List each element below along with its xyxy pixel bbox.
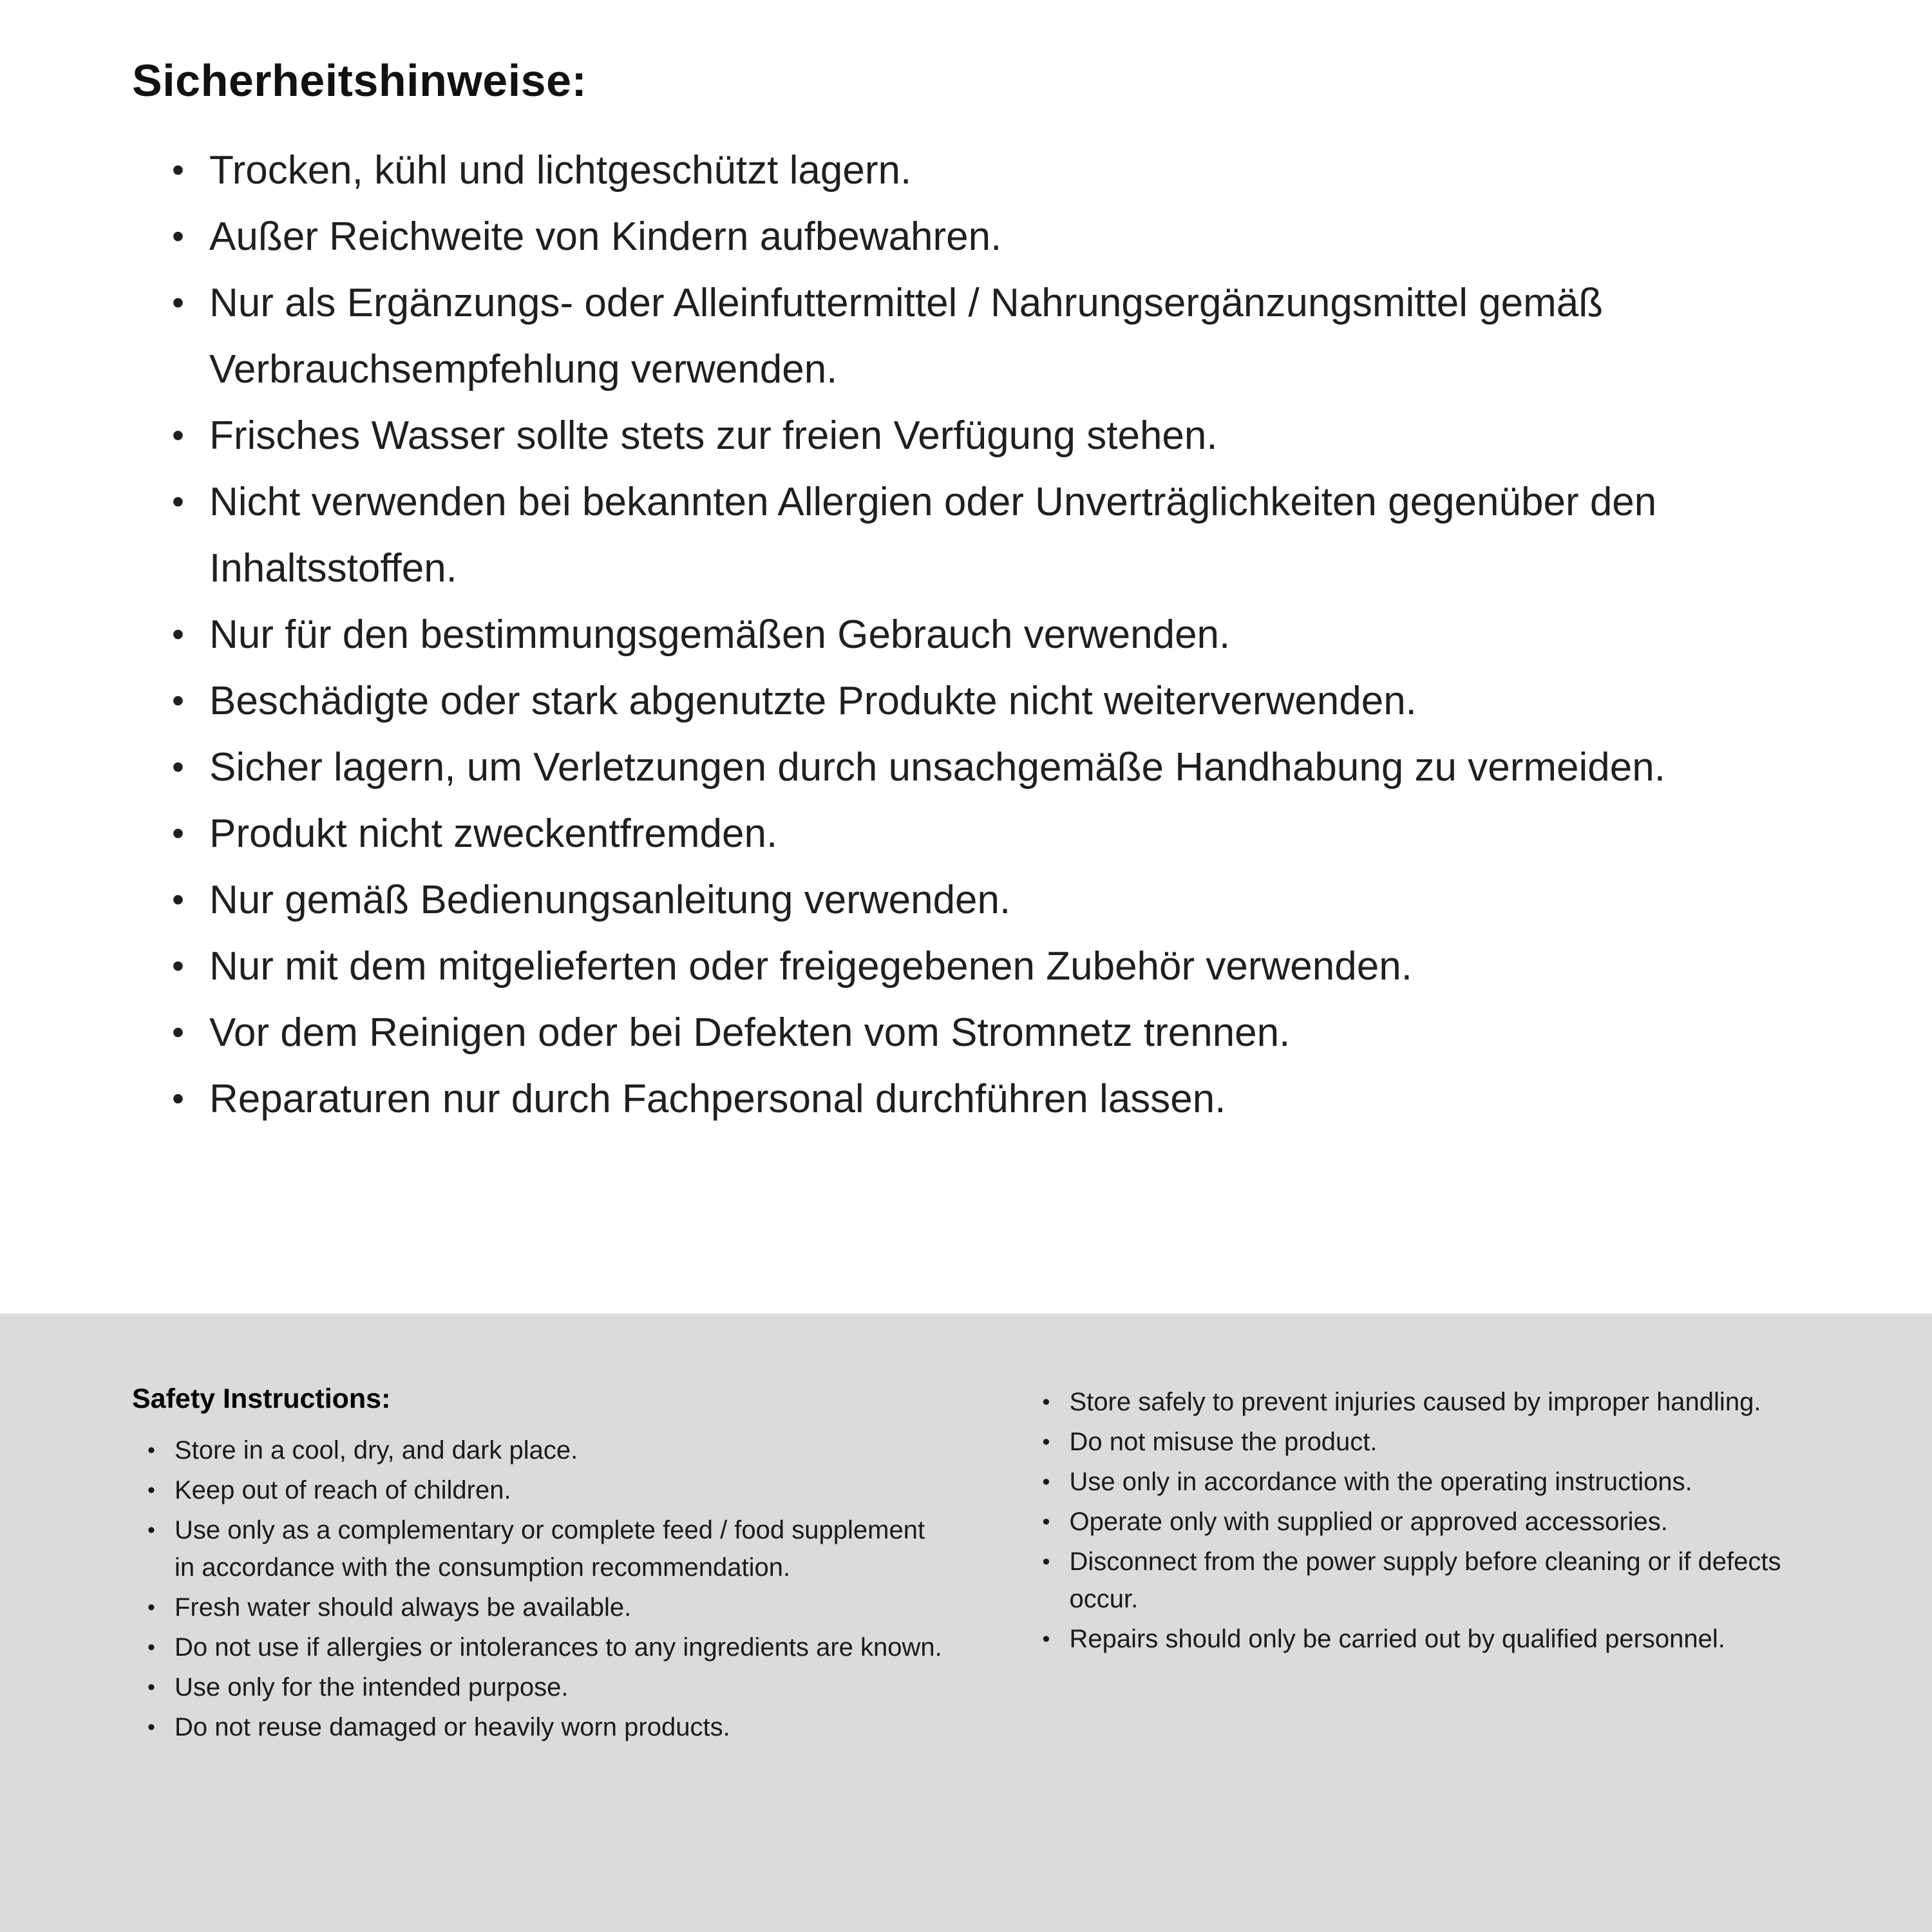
list-item-text: Repairs should only be carried out by qualified personnel. bbox=[1069, 1625, 1725, 1653]
list-item bbox=[147, 1629, 949, 1666]
list-item-text: Nur für den bestimmungsgemäßen Gebrauch verwenden. bbox=[209, 612, 1231, 657]
bullet-marker: • bbox=[172, 1079, 184, 1118]
bullet-marker: • bbox=[1042, 1470, 1050, 1494]
bullet-marker: • bbox=[172, 814, 184, 853]
list-item bbox=[172, 601, 1835, 668]
bullet-marker: • bbox=[147, 1595, 155, 1620]
bullet-marker: • bbox=[172, 681, 184, 720]
english-right-column bbox=[1032, 1383, 1849, 1932]
bullet-marker: • bbox=[172, 482, 184, 521]
bullet-marker: • bbox=[147, 1478, 155, 1502]
list-item-text: Außer Reichweite von Kindern aufbewahren. bbox=[209, 214, 1002, 259]
list-item-text: Sicher lagern, um Verletzungen durch unsachgemäße Handhabung zu vermeiden. bbox=[209, 745, 1665, 790]
list-item bbox=[172, 402, 1835, 469]
bullet-marker: • bbox=[1042, 1390, 1050, 1414]
list-item-text: Vor dem Reinigen oder bei Defekten vom Stromnetz trennen. bbox=[209, 1010, 1291, 1055]
list-item-text: Do not reuse damaged or heavily worn products. bbox=[175, 1713, 730, 1741]
list-item-text: Store in a cool, dry, and dark place. bbox=[175, 1436, 578, 1464]
list-item-text: Nicht verwenden bei bekannten Allergien oder Unverträglichkeiten gegenüber den Inhaltsstoffen. bbox=[209, 480, 1657, 591]
bullet-marker: • bbox=[172, 1013, 184, 1052]
bullet-marker: • bbox=[1042, 1430, 1050, 1454]
list-item-text: Produkt nicht zweckentfremden. bbox=[209, 811, 778, 856]
list-item-text: Reparaturen nur durch Fachpersonal durchführen lassen. bbox=[209, 1077, 1226, 1121]
english-instruction-list-left bbox=[132, 1432, 949, 1746]
bullet-marker: • bbox=[147, 1518, 155, 1542]
bullet-marker: • bbox=[172, 283, 184, 322]
list-item bbox=[172, 668, 1835, 734]
list-item-text: Nur gemäß Bedienungsanleitung verwenden. bbox=[209, 878, 1011, 922]
list-item-text: Keep out of reach of children. bbox=[175, 1476, 511, 1504]
bullet-marker: • bbox=[172, 416, 184, 455]
list-item-text: Do not use if allergies or intolerances to any ingredients are known. bbox=[175, 1633, 942, 1662]
bullet-marker: • bbox=[1042, 1627, 1050, 1651]
list-item-text: Nur als Ergänzungs- oder Alleinfuttermittel / Nahrungsergänzungsmittel gemäß Verbrauchsempfehlung verwenden. bbox=[209, 281, 1604, 392]
bullet-marker: • bbox=[172, 880, 184, 919]
list-item bbox=[147, 1709, 949, 1746]
english-instruction-list-right bbox=[1032, 1383, 1849, 1658]
list-item-text: Trocken, kühl und lichtgeschützt lagern. bbox=[209, 148, 912, 193]
list-item bbox=[1043, 1423, 1849, 1461]
bullet-marker: • bbox=[1042, 1549, 1050, 1574]
bullet-marker: • bbox=[172, 217, 184, 256]
list-item bbox=[1043, 1620, 1849, 1658]
list-item bbox=[1043, 1543, 1849, 1618]
list-item bbox=[172, 270, 1835, 402]
english-section bbox=[0, 1314, 1932, 1932]
list-item bbox=[172, 800, 1835, 867]
list-item-text: Nur mit dem mitgelieferten oder freigegebenen Zubehör verwenden. bbox=[209, 944, 1412, 989]
list-item bbox=[172, 867, 1835, 933]
english-title: Safety Instructions: bbox=[132, 1383, 391, 1414]
list-item-text: Fresh water should always be available. bbox=[175, 1593, 632, 1622]
list-item-text: Use only as a complementary or complete feed / food supplement in accordance with the consumption recommendation. bbox=[175, 1516, 925, 1582]
list-item-text: Disconnect from the power supply before cleaning or if defects occur. bbox=[1069, 1548, 1781, 1613]
list-item bbox=[1043, 1383, 1849, 1421]
bullet-marker: • bbox=[147, 1715, 155, 1739]
german-title: Sicherheitshinweise: bbox=[132, 55, 587, 106]
list-item bbox=[172, 137, 1835, 204]
list-item bbox=[1043, 1503, 1849, 1540]
bullet-marker: • bbox=[147, 1438, 155, 1463]
bullet-marker: • bbox=[1042, 1510, 1050, 1534]
list-item-text: Frisches Wasser sollte stets zur freien Verfügung stehen. bbox=[209, 413, 1218, 458]
list-item bbox=[1043, 1463, 1849, 1501]
list-item bbox=[172, 933, 1835, 999]
list-item bbox=[172, 204, 1835, 270]
list-item-text: Operate only with supplied or approved accessories. bbox=[1069, 1508, 1668, 1536]
list-item bbox=[172, 734, 1835, 800]
list-item-text: Use only for the intended purpose. bbox=[175, 1673, 569, 1701]
list-item bbox=[172, 469, 1835, 601]
list-item bbox=[147, 1669, 949, 1706]
bullet-marker: • bbox=[147, 1635, 155, 1660]
list-item-text: Store safely to prevent injuries caused by improper handling. bbox=[1069, 1388, 1761, 1416]
list-item bbox=[172, 1066, 1835, 1132]
list-item bbox=[147, 1432, 949, 1469]
list-item bbox=[147, 1511, 949, 1586]
bullet-marker: • bbox=[172, 615, 184, 654]
list-item bbox=[147, 1589, 949, 1626]
list-item-text: Beschädigte oder stark abgenutzte Produkte nicht weiterverwenden. bbox=[209, 679, 1417, 723]
list-item bbox=[147, 1472, 949, 1509]
bullet-marker: • bbox=[147, 1675, 155, 1700]
bullet-marker: • bbox=[172, 748, 184, 786]
list-item-text: Do not misuse the product. bbox=[1069, 1428, 1378, 1456]
list-item-text: Use only in accordance with the operating instructions. bbox=[1069, 1468, 1692, 1496]
bullet-marker: • bbox=[172, 947, 184, 985]
list-item bbox=[172, 999, 1835, 1066]
german-instruction-list bbox=[132, 137, 1835, 1132]
english-left-column bbox=[132, 1383, 949, 1932]
bullet-marker: • bbox=[172, 151, 184, 189]
